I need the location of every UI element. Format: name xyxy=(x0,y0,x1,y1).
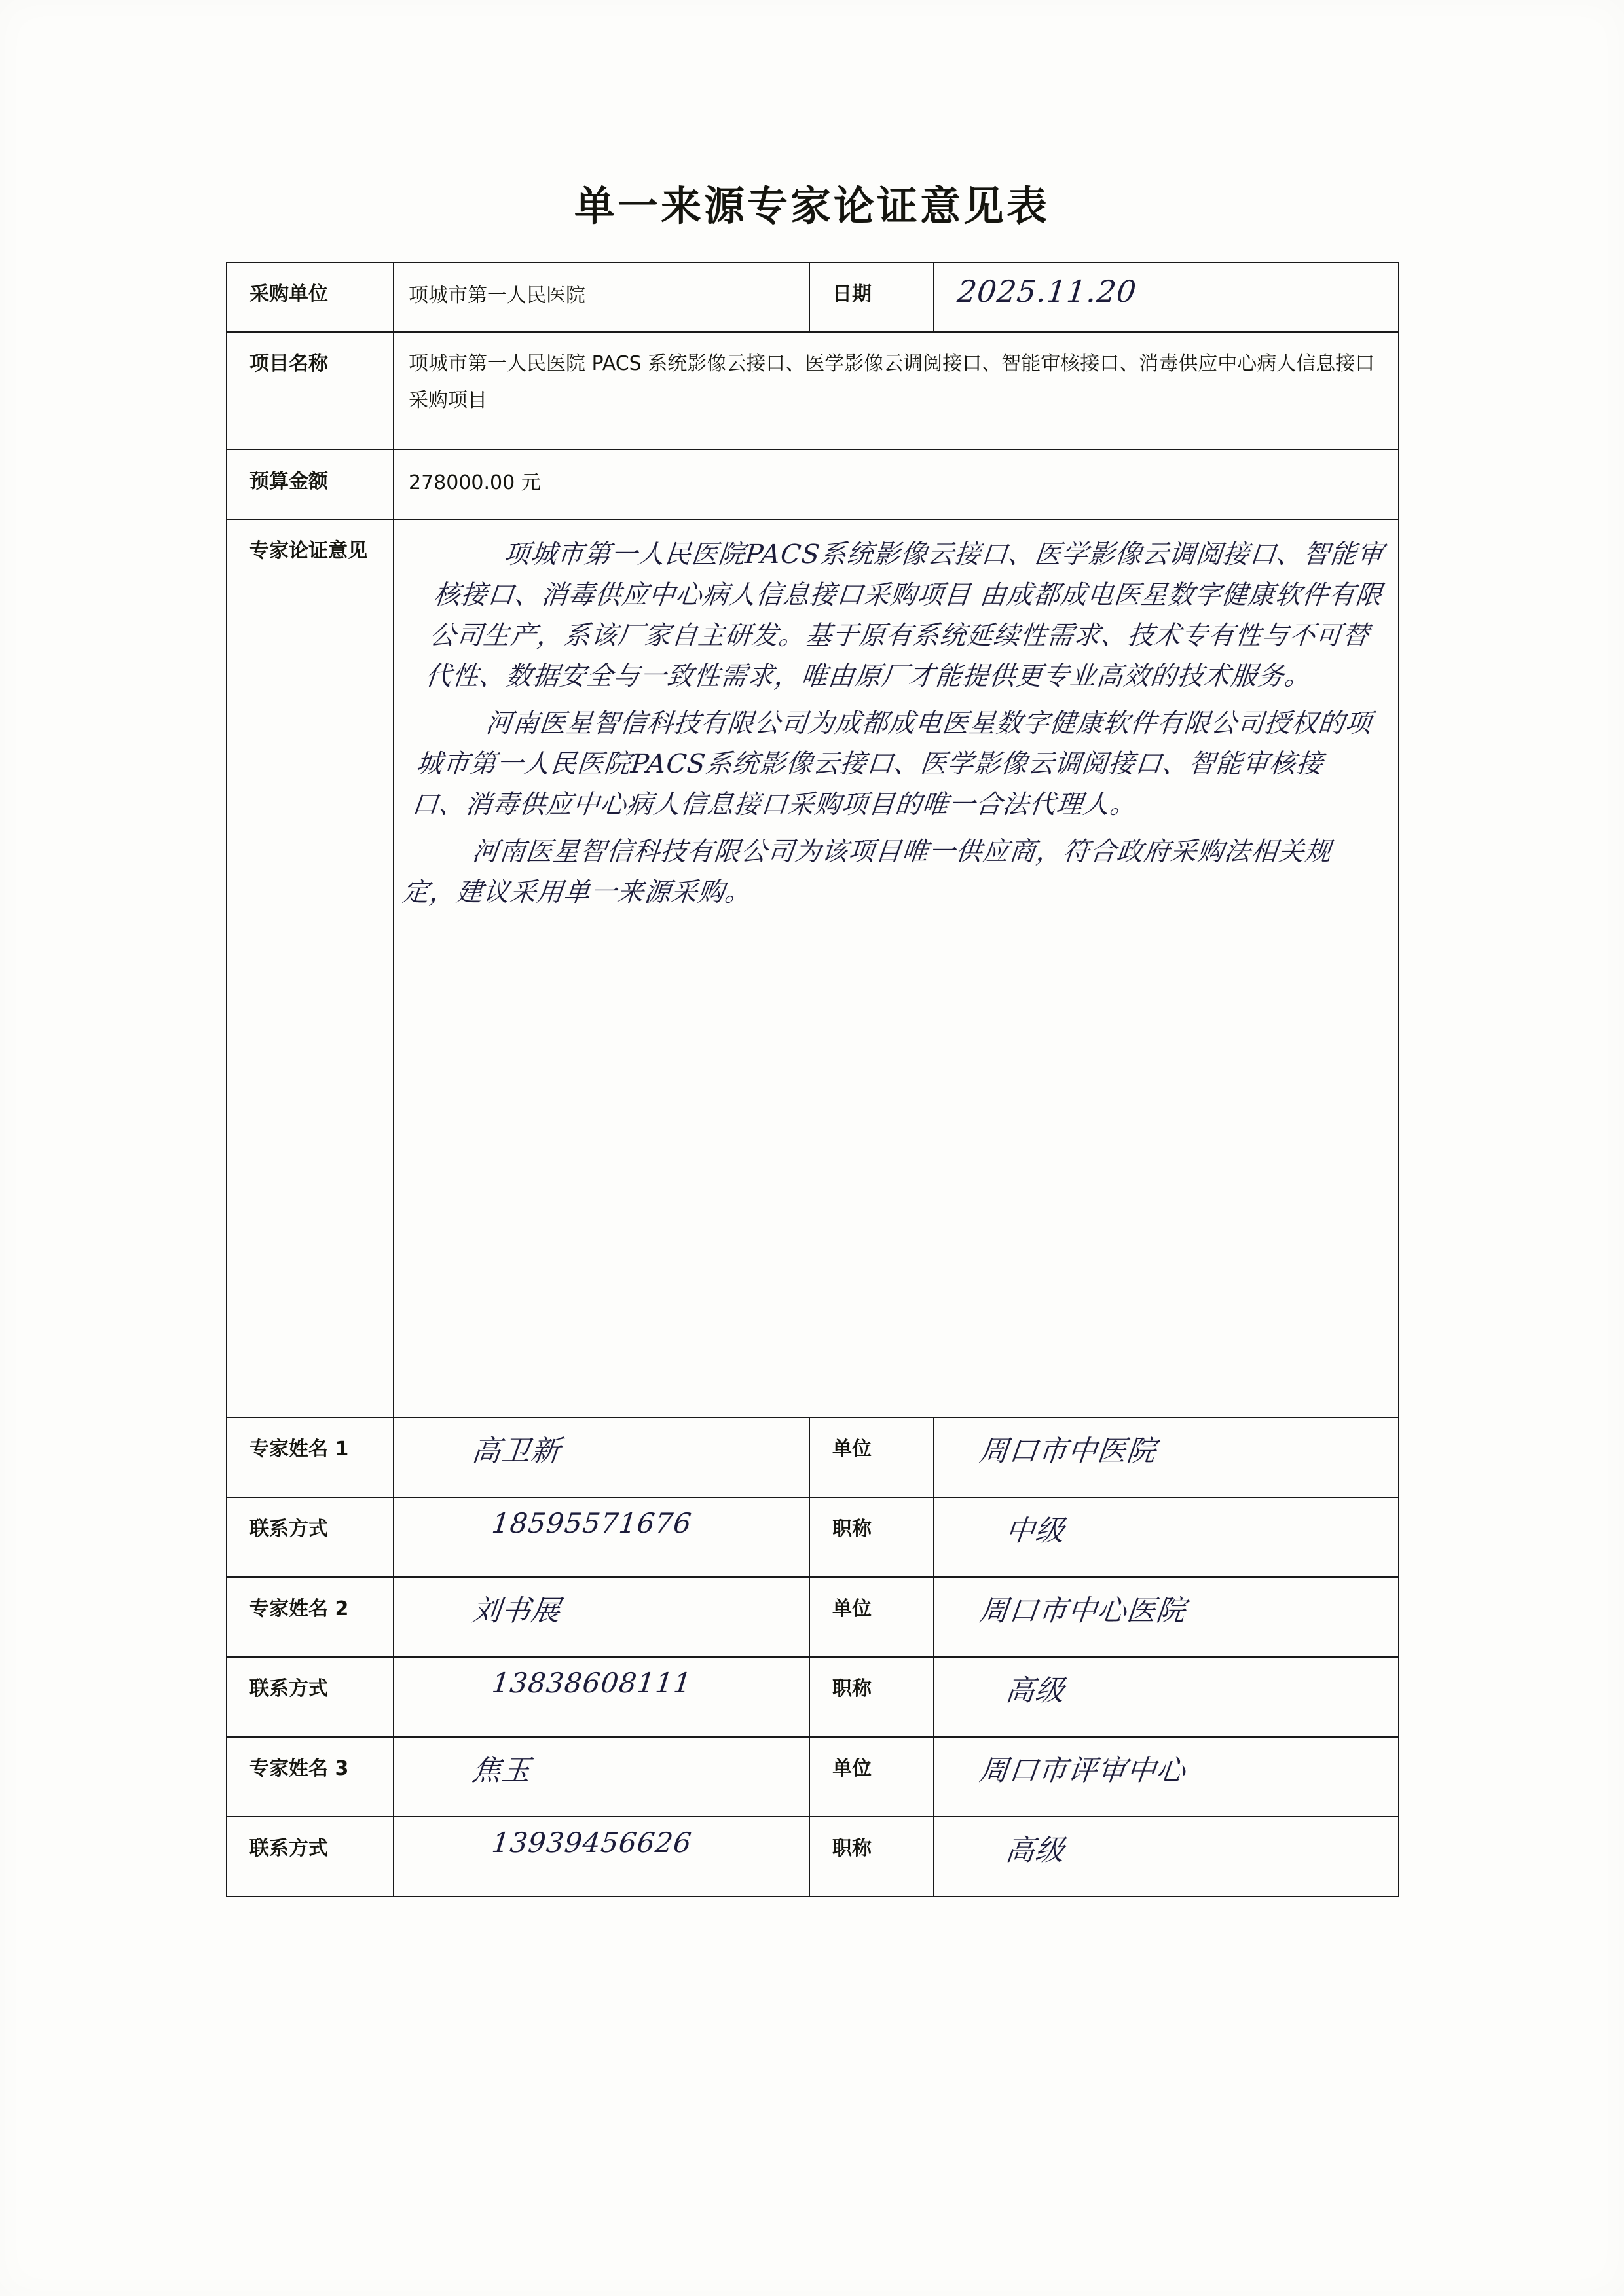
expert1-contact-handwritten: 18595571676 xyxy=(490,1507,693,1539)
table-row-expert3-contact xyxy=(227,1817,1399,1897)
expert2-contact-label: 联系方式 xyxy=(249,1677,328,1700)
date-label: 日期 xyxy=(832,283,872,306)
budget-value: 278000.00 元 xyxy=(409,471,541,494)
expert1-title-label: 职称 xyxy=(832,1518,872,1540)
expert1-unit-label: 单位 xyxy=(832,1438,872,1461)
date-handwritten-value: 2025.11.20 xyxy=(955,274,1139,309)
expert2-unit-label: 单位 xyxy=(832,1597,872,1620)
table-row-purchaser xyxy=(227,263,1399,332)
opinion-label: 专家论证意见 xyxy=(249,539,367,562)
purchaser-value: 项城市第一人民医院 xyxy=(409,284,585,307)
expert1-name-label: 专家姓名 1 xyxy=(249,1438,349,1461)
expert1-name-handwritten: 高卫新 xyxy=(470,1434,563,1468)
expert3-name-handwritten: 焦玉 xyxy=(470,1754,533,1787)
page-title: 单一来源专家论证意见表 xyxy=(574,182,1050,230)
expert3-name-label: 专家姓名 3 xyxy=(249,1757,349,1780)
opinion-handwritten-body xyxy=(375,534,1418,913)
table-row-expert1-contact xyxy=(227,1497,1399,1577)
opinion-paragraph-1: 项城市第一人民医院PACS系统影像云接口、医学影像云调阅接口、智能审核接口、消毒供应中心病人信息接口采购项目 由成都成电医星数字健康软件有限公司生产，系该厂家自主研发。基于原有系统延续性需求、技术专有性与不可替代性、数据安全与一致性需求，唯由原厂才能提供更专业高效的技术服务。 xyxy=(424,539,1386,691)
project-label: 项目名称 xyxy=(249,352,328,375)
expert2-contact-handwritten: 13838608111 xyxy=(490,1667,693,1699)
expert3-contact-handwritten: 13939456626 xyxy=(490,1827,693,1859)
expert2-unit-handwritten: 周口市中心医院 xyxy=(978,1594,1188,1628)
opinion-paragraph-2: 河南医星智信科技有限公司为成都成电医星数字健康软件有限公司授权的项城市第一人民医院PACS系统影像云接口、医学影像云调阅接口、智能审核接口、消毒供应中心病人信息接口采购项目的唯一合法代理人。 xyxy=(410,708,1374,820)
expert3-contact-label: 联系方式 xyxy=(249,1837,328,1860)
expert1-contact-label: 联系方式 xyxy=(249,1518,328,1540)
expert2-name-handwritten: 刘书展 xyxy=(470,1594,563,1628)
table-row-project-name xyxy=(227,332,1399,450)
expert3-unit-label: 单位 xyxy=(832,1757,872,1780)
table-row-expert2-contact xyxy=(227,1657,1399,1737)
project-value: 项城市第一人民医院 PACS 系统影像云接口、医学影像云调阅接口、智能审核接口、消毒供应中心病人信息接口采购项目 xyxy=(409,352,1375,412)
table-row-budget xyxy=(227,450,1399,519)
expert-opinion-form xyxy=(226,262,1399,1897)
expert2-title-handwritten: 高级 xyxy=(1004,1674,1067,1707)
opinion-paragraph-3: 河南医星智信科技有限公司为该项目唯一供应商，符合政府采购法相关规定，建议采用单一来源采购。 xyxy=(401,837,1333,907)
table-row-expert3-name xyxy=(227,1737,1399,1817)
table-row-expert1-name xyxy=(227,1417,1399,1497)
budget-label: 预算金额 xyxy=(249,470,328,493)
expert1-title-handwritten: 中级 xyxy=(1004,1514,1067,1548)
table-row-opinion xyxy=(227,519,1399,1417)
expert2-title-label: 职称 xyxy=(832,1677,872,1700)
expert1-unit-handwritten: 周口市中医院 xyxy=(978,1434,1158,1468)
expert3-title-handwritten: 高级 xyxy=(1004,1834,1067,1867)
expert3-unit-handwritten: 周口市评审中心 xyxy=(978,1754,1188,1787)
expert3-title-label: 职称 xyxy=(832,1837,872,1860)
expert2-name-label: 专家姓名 2 xyxy=(249,1597,349,1620)
table-row-expert2-name xyxy=(227,1577,1399,1657)
purchaser-label: 采购单位 xyxy=(249,283,328,306)
